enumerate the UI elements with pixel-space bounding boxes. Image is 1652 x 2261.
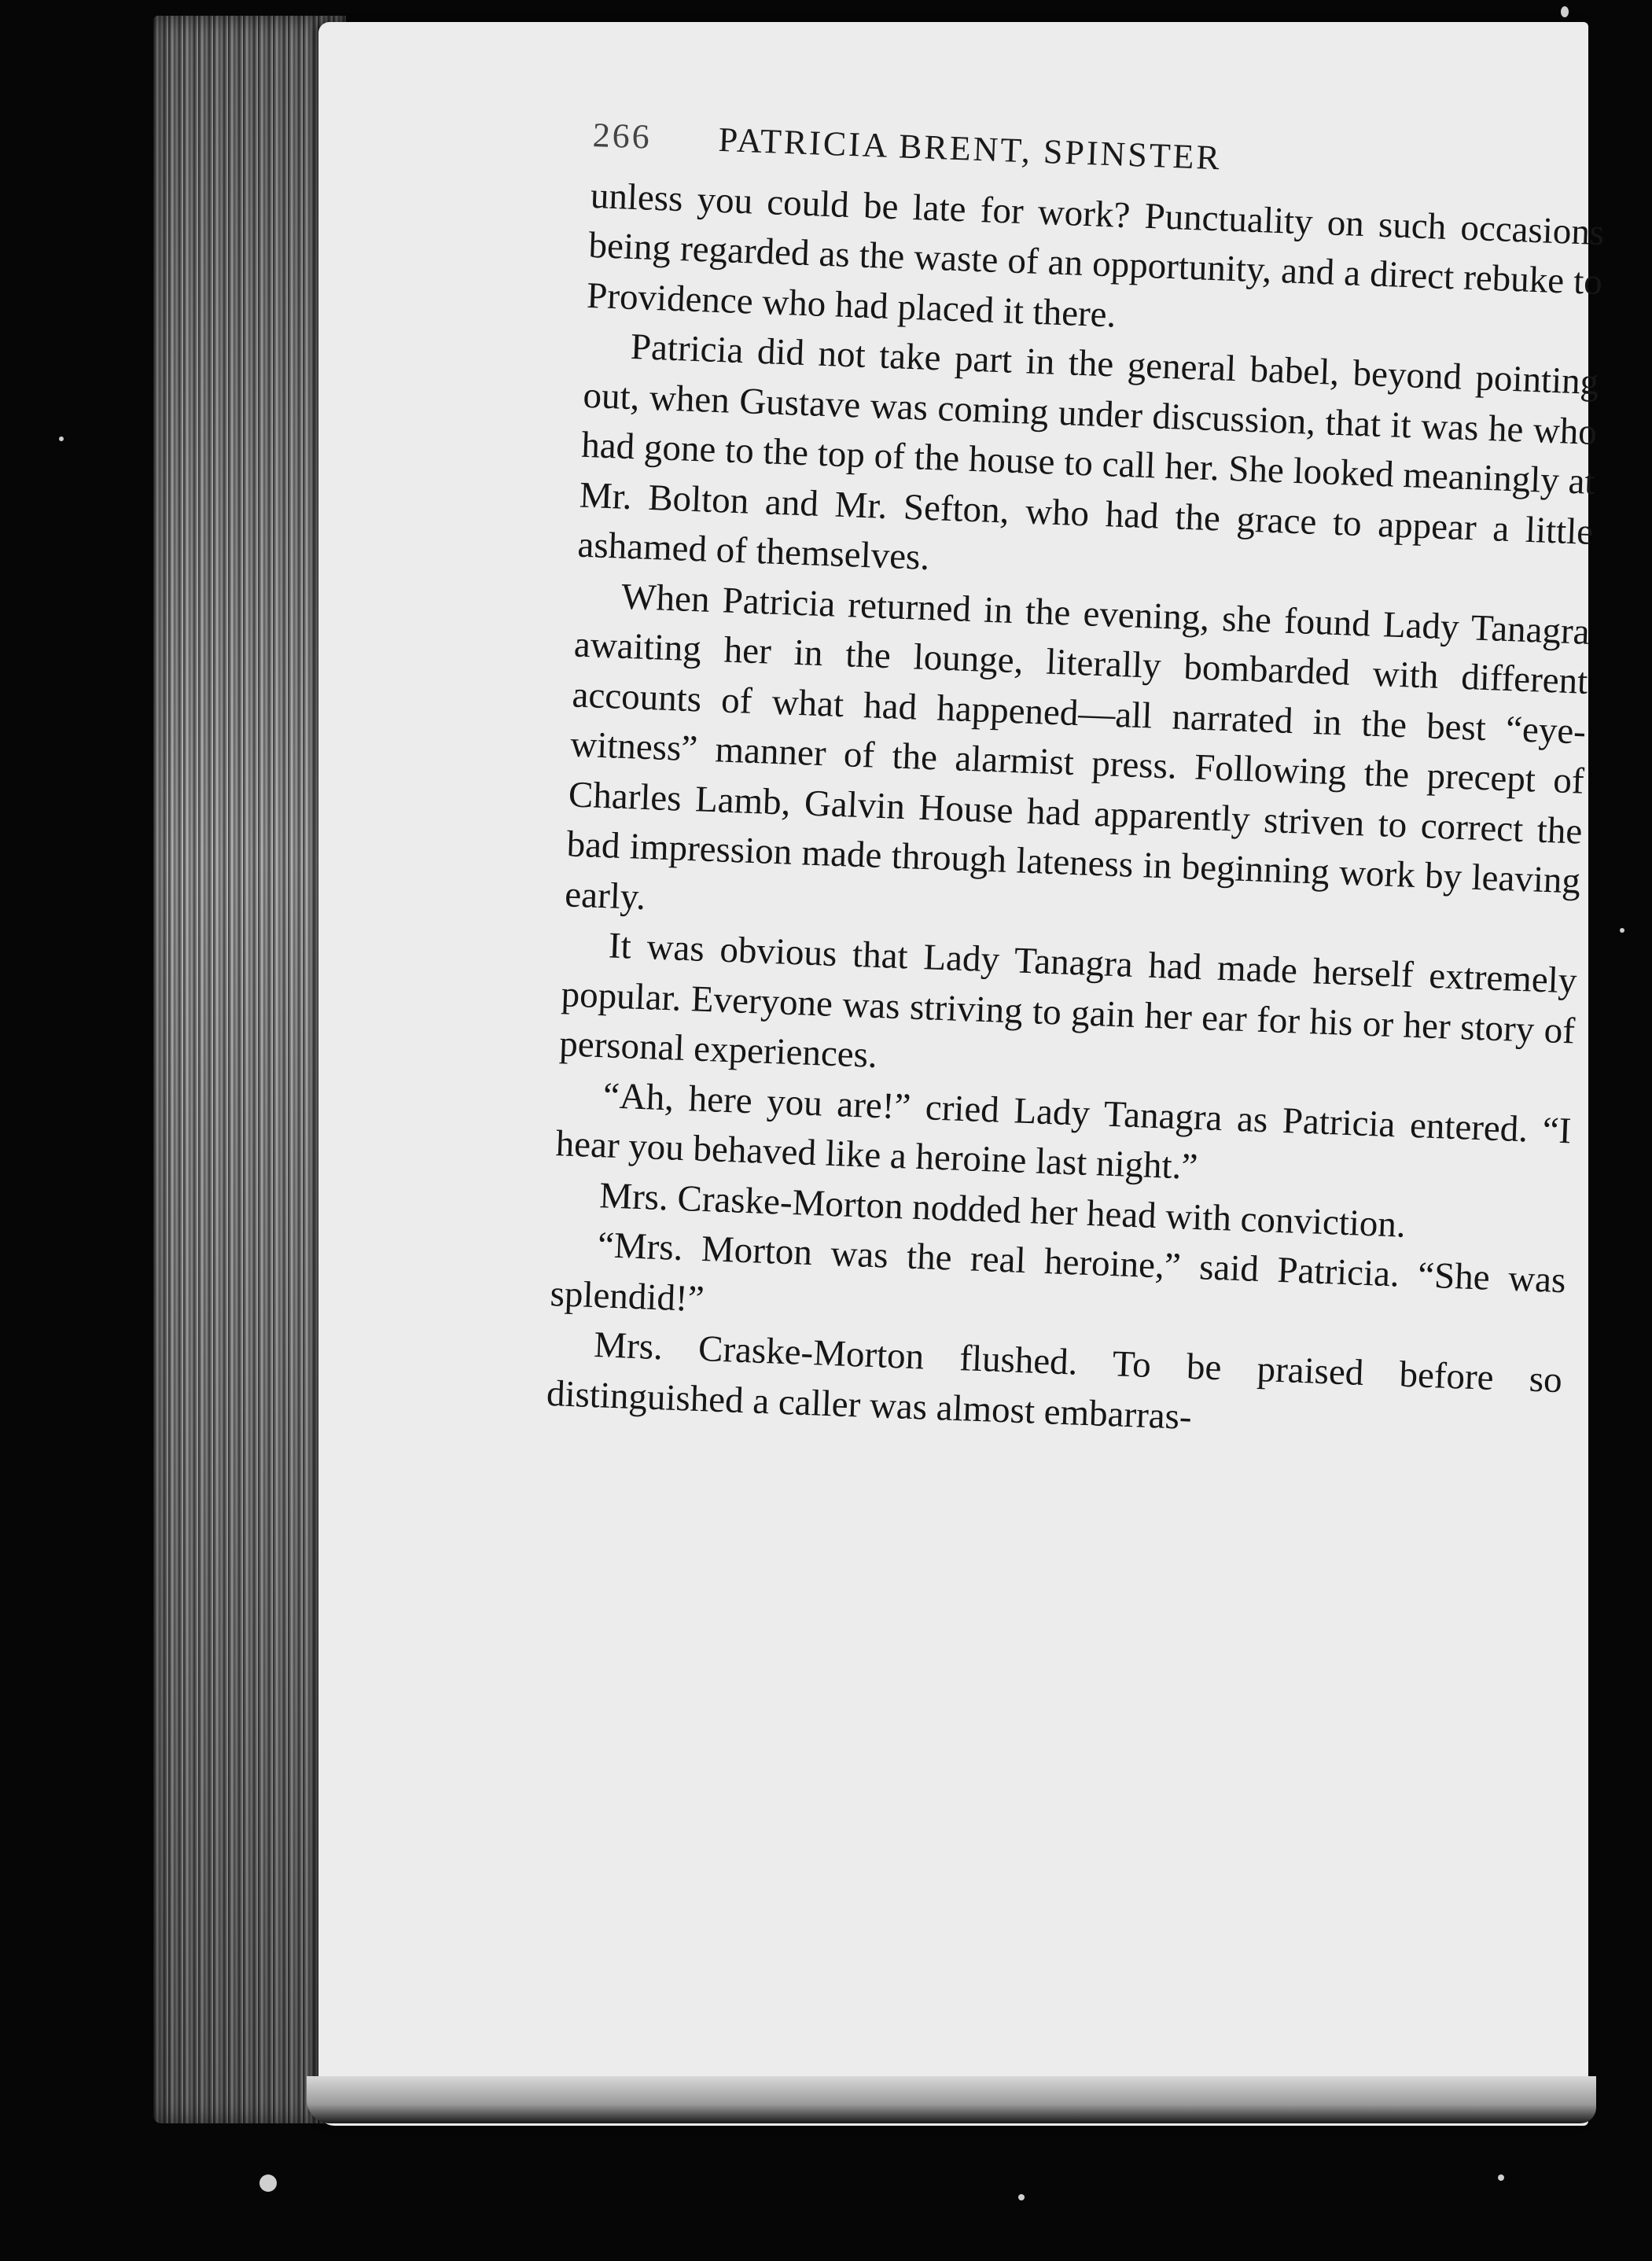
dust-speck: [1561, 6, 1569, 17]
paragraph: It was obvious that Lady Tanagra had made herself extremely popular. Everyone was striving to gain her ear for his or her story of personal experiences.: [558, 925, 1578, 1077]
dust-speck: [1498, 2174, 1504, 2181]
page-number: 266: [591, 115, 653, 157]
paragraph: Patricia did not take part in the general babel, beyond pointing out, when Gustave was coming under discussion, that it was he who had gone to the top of the house to call her. She looked meaningly at Mr. Bolton and Mr. Sefton, who had the grace to appear a little ashamed of themselves.: [576, 326, 1600, 579]
page-text-block: [546, 110, 1607, 1456]
book-page-edges: [153, 16, 346, 2123]
paragraph: “Ah, here you are!” cried Lady Tanagra as Patricia entered. “I hear you behaved like a heroine last night.”: [554, 1074, 1573, 1188]
paragraph: Mrs. Craske-Morton nodded her head with conviction.: [598, 1174, 1407, 1246]
dust-speck: [259, 2174, 277, 2192]
dust-speck: [59, 436, 64, 441]
running-title: PATRICIA BRENT, SPINSTER: [717, 120, 1223, 178]
dust-speck: [1018, 2194, 1025, 2200]
paragraph: unless you could be late for work? Punctuality on such occasions being regarded as the waste of an opportunity, and a direct rebuke to Providence who had placed it there.: [586, 175, 1606, 336]
paragraph: “Mrs. Morton was the real heroine,” said Patricia. “She was splendid!”: [549, 1224, 1567, 1320]
dust-speck: [1620, 928, 1624, 933]
paragraph: Mrs. Craske-Morton flushed. To be praised before so distinguished a caller was almost embarras-: [546, 1324, 1563, 1438]
page-bottom-curl: [307, 2076, 1596, 2123]
paragraph: When Patricia returned in the evening, she found Lady Tanagra awaiting her in the lounge, literally bombarded with different accounts of what had happened—all narrated in the best “eye-witness” manner of the alarmist press. Following the precept of Charles Lamb, Galvin House had apparently striven to correct the bad impression made through lateness in beginning work by leaving early.: [564, 576, 1591, 918]
